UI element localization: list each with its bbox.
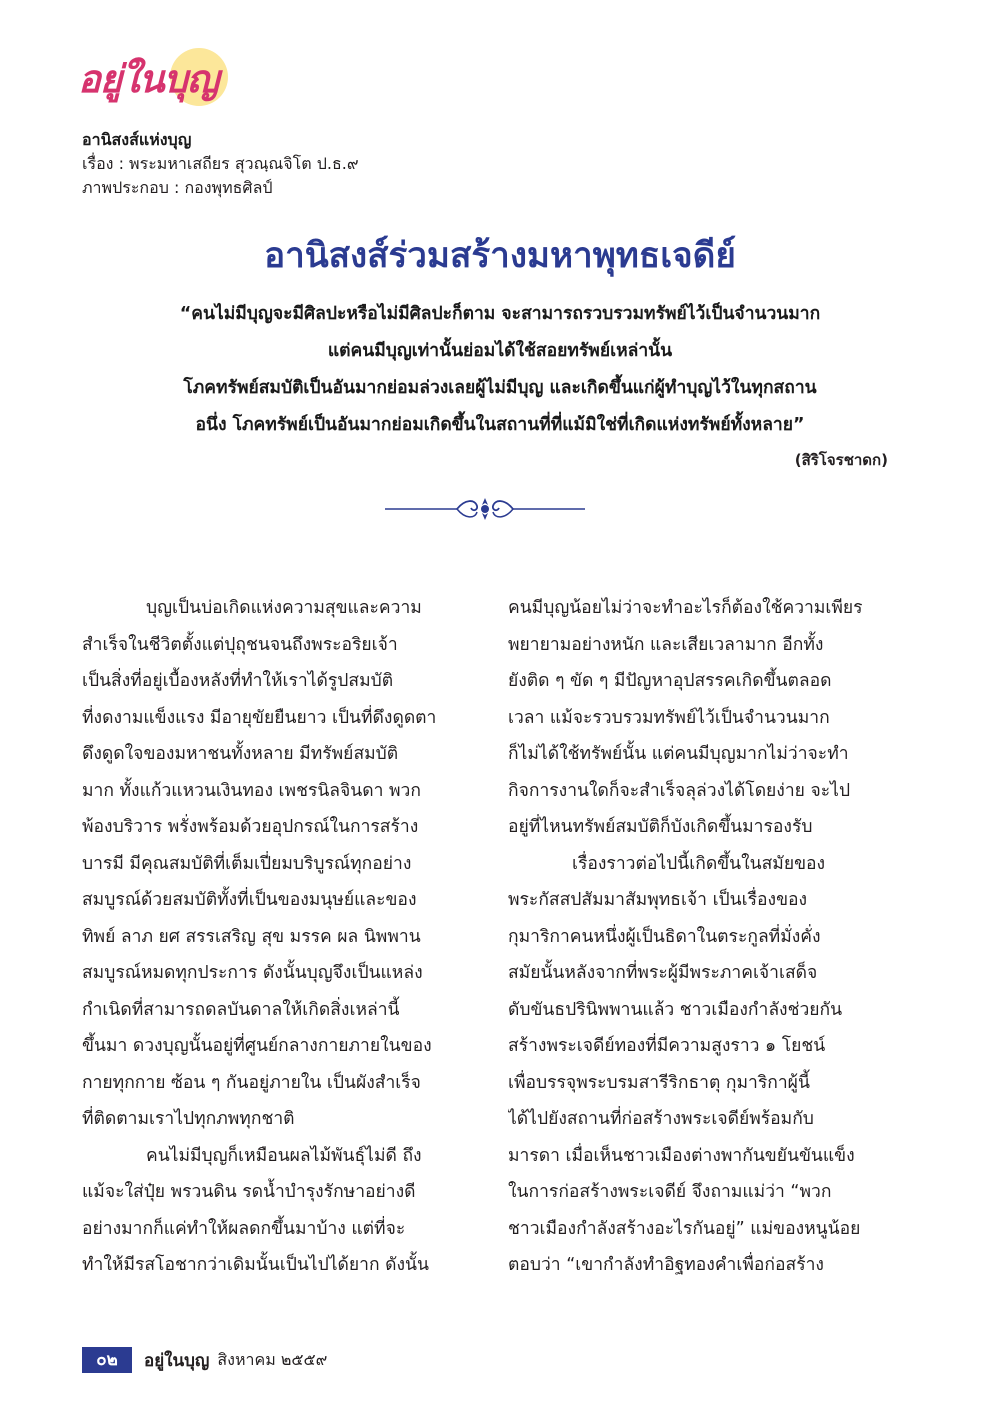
opening-quote <box>40 296 960 444</box>
text-line: อยู่ที่ไหนทรัพย์สมบัติก็บังเกิดขึ้นมารองรับ <box>508 817 813 837</box>
byline <box>82 128 359 200</box>
footer-issue-date: สิงหาคม ๒๕๕๙ <box>217 1349 328 1369</box>
ornament-divider-icon <box>385 494 585 524</box>
text-line: ในการก่อสร้างพระเจดีย์ จึงถามแม่ว่า “พวก <box>508 1182 832 1202</box>
footer-magazine-name: อยู่ในบุญ <box>144 1350 210 1371</box>
section-title: อานิสงส์แห่งบุญ <box>82 130 192 149</box>
text-line: พ้องบริวาร พรั่งพร้อมด้วยอุปกรณ์ในการสร้าง <box>82 817 419 837</box>
text-line: สร้างพระเจดีย์ทองที่มีความสูงราว ๑ โยชน์ <box>508 1036 826 1056</box>
text-line: บารมี มีคุณสมบัติที่เต็มเปี่ยมบริบูรณ์ทุกอย่าง <box>82 853 412 874</box>
text-line: ดึงดูดใจของมหาชนทั้งหลาย มีทรัพย์สมบัติ <box>82 744 399 764</box>
text-line: กิจการงานใดก็จะสำเร็จลุล่วงได้โดยง่าย จะไป <box>508 780 851 801</box>
text-line: เป็นสิ่งที่อยู่เบื้องหลังที่ทำให้เราได้รูปสมบัติ <box>82 671 394 691</box>
logo-text: อยู่ในบุญ <box>78 57 219 101</box>
text-line: คนมีบุญน้อยไม่ว่าจะทำอะไรก็ต้องใช้ความเพียร <box>508 598 863 618</box>
text-line: เรื่องราวต่อไปนี้เกิดขึ้นในสมัยของ <box>572 853 826 874</box>
text-line: ก็ไม่ได้ใช้ทรัพย์นั้น แต่คนมีบุญมากไม่ว่าจะทำ <box>508 744 849 764</box>
article-title: อานิสงส์ร่วมสร้างมหาพุทธเจดีย์ <box>264 236 736 276</box>
quote-line: โภคทรัพย์สมบัติเป็นอันมากย่อมล่วงเลยผู้ไม่มีบุญ และเกิดขึ้นแก่ผู้ทำบุญไว้ในทุกสถาน <box>183 378 817 398</box>
page-number: ๐๒ <box>82 1347 132 1373</box>
text-line: กำเนิดที่สามารถดลบันดาลให้เกิดสิ่งเหล่านี้ <box>82 999 400 1020</box>
text-line: สำเร็จในชีวิตตั้งแต่ปุถุชนจนถึงพระอริยเจ้า <box>82 634 398 655</box>
text-line: พระกัสสปสัมมาสัมพุทธเจ้า เป็นเรื่องของ <box>508 890 808 910</box>
text-line: ดับขันธปรินิพพานแล้ว ชาวเมืองกำลังช่วยกัน <box>508 999 843 1020</box>
quote-source: (สิริโจรชาดก) <box>794 451 888 469</box>
author-line: เรื่อง : พระมหาเสถียร สุวณฺณจิโต ป.ธ.๙ <box>82 154 359 173</box>
quote-line: แต่คนมีบุญเท่านั้นย่อมได้ใช้สอยทรัพย์เหล่านั้น <box>327 341 673 361</box>
text-line: ชาวเมืองกำลังสร้างอะไรกันอยู่” แม่ของหนูน้อย <box>508 1218 861 1239</box>
text-line: มารดา เมื่อเห็นชาวเมืองต่างพากันขยันขันแข็ง <box>508 1145 855 1166</box>
text-line: ตอบว่า “เขากำลังทำอิฐทองคำเพื่อก่อสร้าง <box>508 1255 824 1275</box>
text-line: กุมาริกาคนหนึ่งผู้เป็นธิดาในตระกูลที่มั่งคั่ง <box>508 926 821 947</box>
text-line: พยายามอย่างหนัก และเสียเวลามาก อีกทั้ง <box>508 634 824 655</box>
text-line: อย่างมากก็แค่ทำให้ผลดกขึ้นมาบ้าง แต่ที่จะ <box>82 1218 406 1239</box>
text-line: แม้จะใส่ปุ๋ย พรวนดิน รดน้ำบำรุงรักษาอย่างดี <box>82 1182 416 1202</box>
text-line: สมัยนั้นหลังจากที่พระผู้มีพระภาคเจ้าเสด็จ <box>508 963 818 983</box>
article-column-right <box>508 590 898 1284</box>
text-line: มาก ทั้งแก้วแหวนเงินทอง เพชรนิลจินดา พวก <box>82 780 421 801</box>
text-line: ที่ติดตามเราไปทุกภพทุกชาติ <box>82 1109 295 1129</box>
text-line: ยังติด ๆ ขัด ๆ มีปัญหาอุปสรรคเกิดขึ้นตลอด <box>508 671 832 691</box>
illustration-credit: ภาพประกอบ : กองพุทธศิลป์ <box>82 178 273 197</box>
text-line: ได้ไปยังสถานที่ก่อสร้างพระเจดีย์พร้อมกับ <box>508 1109 814 1129</box>
text-line: คนไม่มีบุญก็เหมือนผลไม้พันธุ์ไม่ดี ถึง <box>146 1145 422 1166</box>
article-column-left <box>82 590 472 1284</box>
text-line: เพื่อบรรจุพระบรมสารีริกธาตุ กุมาริกาผู้นี้ <box>508 1072 810 1093</box>
quote-line: อนึ่ง โภคทรัพย์เป็นอันมากย่อมเกิดขึ้นในสถานที่ที่แม้มิใช่ที่เกิดแห่งทรัพย์ทั้งหลาย” <box>195 415 805 435</box>
text-line: สมบูรณ์หมดทุกประการ ดังนั้นบุญจึงเป็นแหล่ง <box>82 963 423 983</box>
text-line: ที่งดงามแข็งแรง มีอายุขัยยืนยาว เป็นที่ดึงดูดตา <box>82 707 437 728</box>
text-line: ขึ้นมา ดวงบุญนั้นอยู่ที่ศูนย์กลางกายภายในของ <box>82 1036 432 1056</box>
text-line: สมบูรณ์ด้วยสมบัติทั้งที่เป็นของมนุษย์และของ <box>82 890 417 910</box>
text-line: ทำให้มีรสโอชากว่าเดิมนั้นเป็นไปได้ยาก ดังนั้น <box>82 1255 429 1275</box>
magazine-logo <box>78 42 228 120</box>
quote-line: “คนไม่มีบุญจะมีศิลปะหรือไม่มีศิลปะก็ตาม จะสามารถรวบรวมทรัพย์ไว้เป็นจำนวนมาก <box>179 304 821 324</box>
text-line: ทิพย์ ลาภ ยศ สรรเสริญ สุข มรรค ผล นิพพาน <box>82 926 421 947</box>
page-footer <box>82 1345 327 1375</box>
text-line: กายทุกกาย ซ้อน ๆ กันอยู่ภายใน เป็นผังสำเร็จ <box>82 1072 421 1093</box>
text-line: บุญเป็นบ่อเกิดแห่งความสุขและความ <box>146 598 422 618</box>
text-line: เวลา แม้จะรวบรวมทรัพย์ไว้เป็นจำนวนมาก <box>508 707 830 728</box>
